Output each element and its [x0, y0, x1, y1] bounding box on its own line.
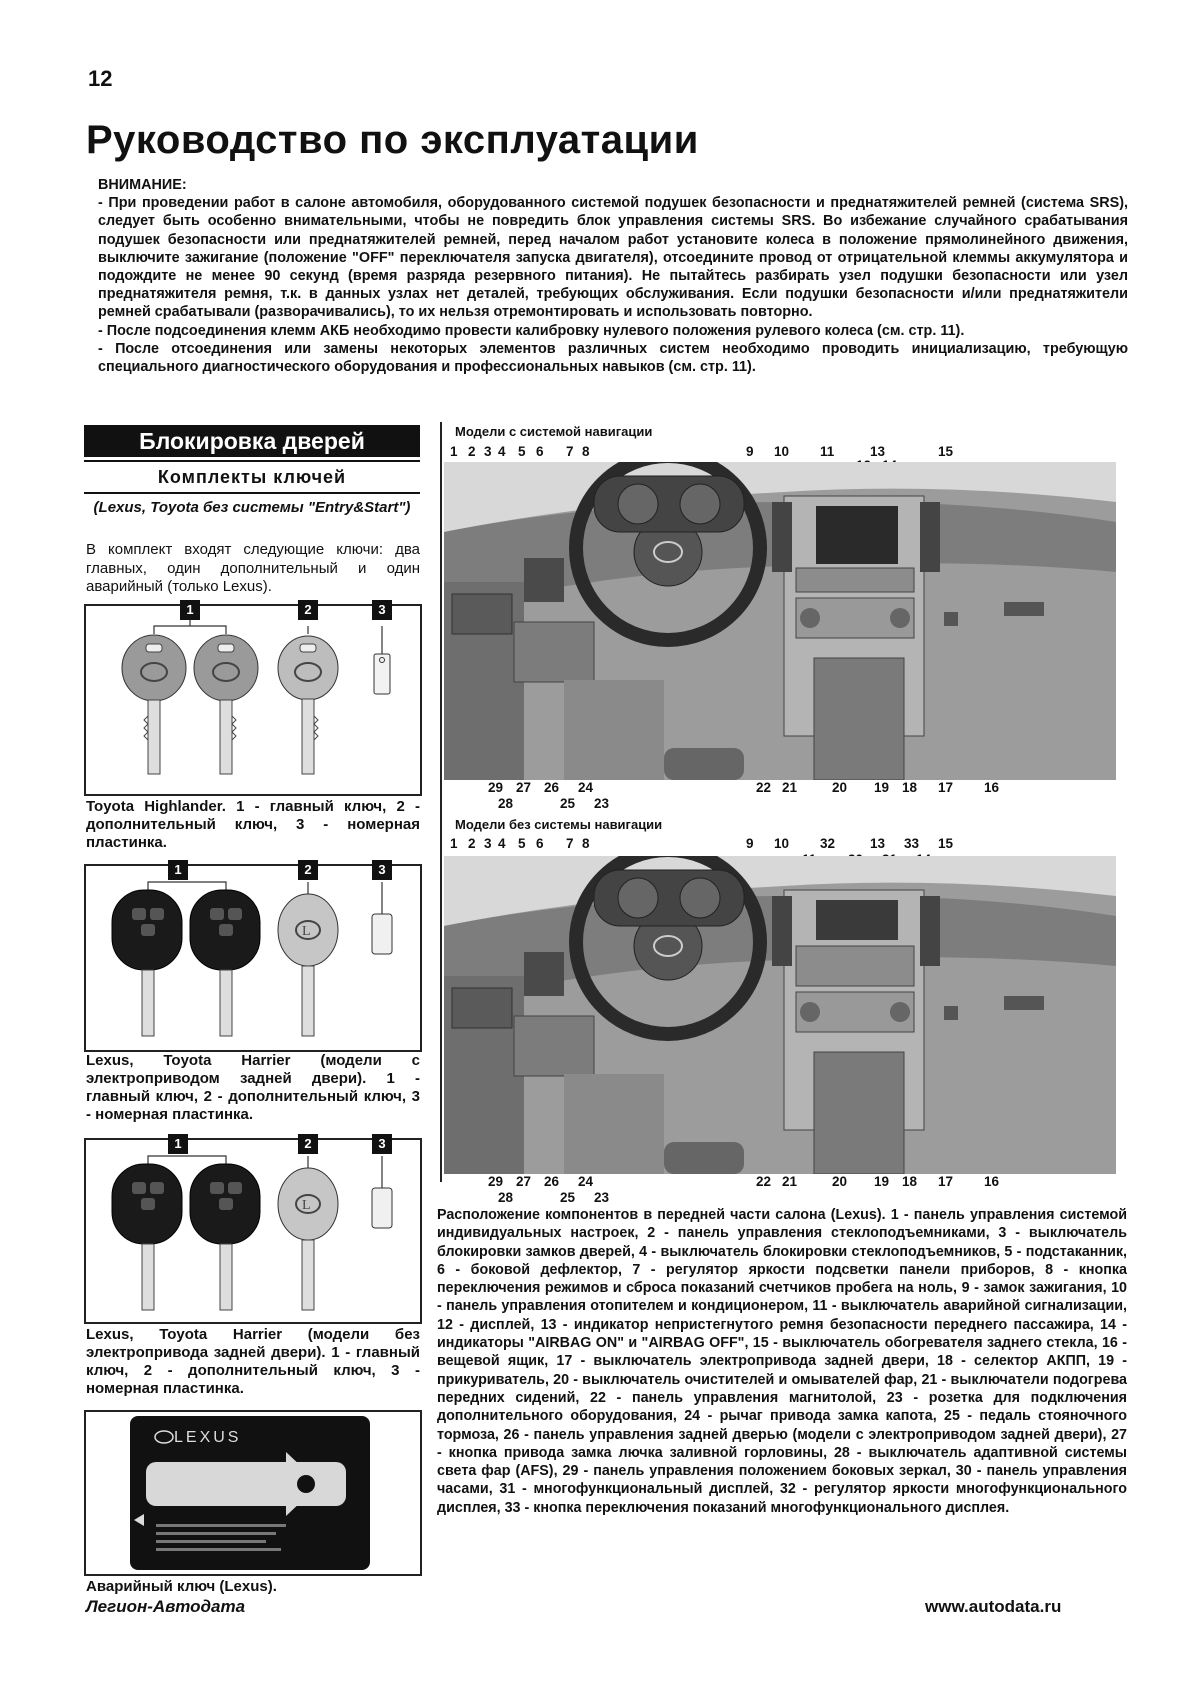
callout: 32: [820, 836, 836, 851]
key-badge: 2: [298, 860, 318, 880]
diagram-1-top-callouts: [440, 444, 1120, 464]
callout: 19: [874, 780, 890, 795]
callout: 2: [468, 444, 476, 459]
callout: 1: [450, 836, 458, 851]
warning-item: - При проведении работ в салоне автомобиля, оборудованного системой подушек безопасности и преднатяжителей ремней (система SRS), следует быть особенно внимательными, чтобы не повредить блок управления системы SRS. Во избежание случайного срабатывания подушек безопасности или преднатяжителей ремней, перед началом работ установите колеса в положение прямолинейного движения, выключите зажигание (положение "OFF" переключателя запуска двигателя), отсоедините провод от отрицательной клеммы аккумулятора и подождите не менее 90 секунд (время разряда резервного питания). Не пытайтесь разбирать узел подушки безопасности или узел преднатяжителя ремня, т.к. в данных узлах нет деталей, требующих обслуживания. Если подушки безопасности и/или преднатяжители ремней срабатывали (разворачивались), то их нельзя отремонтировать и использовать повторно.: [98, 195, 1128, 321]
callout: 15: [938, 836, 954, 851]
callout: 15: [938, 444, 954, 459]
callout: 17: [938, 780, 954, 795]
dashboard-diagram-navigation: [444, 462, 1116, 780]
callout: 22: [756, 780, 772, 795]
callout: 21: [782, 780, 798, 795]
warning-item: - После подсоединения клемм АКБ необходимо провести калибровку нулевого положения рулевого колеса (см. стр. 11).: [98, 322, 965, 339]
lexus-card-logo: LEXUS: [174, 1429, 242, 1446]
section-subtitle: Комплекты ключей: [84, 460, 420, 494]
callout: 19: [874, 1174, 890, 1189]
callout: 11: [820, 444, 835, 459]
section-note: (Lexus, Toyota без системы "Entry&Start"): [93, 499, 411, 516]
key-badge: 1: [180, 600, 200, 620]
callout: 23: [594, 1190, 610, 1205]
callout: 24: [578, 780, 594, 795]
callout: 1: [450, 444, 458, 459]
key-badge: 1: [168, 1134, 188, 1154]
callout: 25: [560, 1190, 576, 1205]
callout: 9: [746, 444, 754, 459]
lexus-keys-illustration: [86, 866, 420, 1050]
key-badge: 1: [168, 860, 188, 880]
key-badge: 2: [298, 600, 318, 620]
callout: 28: [498, 796, 514, 811]
callout: 10: [774, 836, 790, 851]
key-badge: 2: [298, 1134, 318, 1154]
callout: 7: [566, 444, 574, 459]
page-number: 12: [88, 66, 113, 91]
callout: 6: [536, 836, 544, 851]
callout: 24: [578, 1174, 594, 1189]
section-title: Блокировка дверей: [84, 425, 420, 457]
footer-publisher: Легион-Автодата: [86, 1597, 246, 1616]
callout: 18: [902, 1174, 918, 1189]
key-badge: 3: [372, 600, 392, 620]
key-figure-3-caption: Lexus, Toyota Harrier (модели без электропривода задней двери). 1 - главный ключ, 2 - дополнительный ключ, 3 - номерная пластинка.: [86, 1326, 420, 1397]
dashboard-diagram-no-navigation: [444, 856, 1116, 1174]
callout: 7: [566, 836, 574, 851]
callout: 5: [518, 444, 526, 459]
key-figure-2-caption: Lexus, Toyota Harrier (модели с электроприводом задней двери). 1 - главный ключ, 2 - дополнительный ключ, 3 - номерная пластинка.: [86, 1052, 420, 1123]
key-figure-1-caption: Toyota Highlander. 1 - главный ключ, 2 - дополнительный ключ, 3 - номерная пластинка.: [86, 798, 420, 851]
callout: 21: [782, 1174, 798, 1189]
diagram-1-bottom-callouts: [440, 780, 1120, 816]
callout: 27: [516, 780, 532, 795]
callout: 4: [498, 836, 506, 851]
callout: 29: [488, 1174, 504, 1189]
diagram-1-label: Модели с системой навигации: [455, 424, 653, 439]
key-badge: 3: [372, 860, 392, 880]
section-intro: В комплект входят следующие ключи: два главных, один дополнительный и один аварийный (только Lexus).: [86, 541, 420, 595]
callout: 23: [594, 796, 610, 811]
key-figure-2: [84, 864, 422, 1052]
emergency-key-card-illustration: [86, 1412, 420, 1574]
key-figure-3: [84, 1138, 422, 1324]
warning-heading: ВНИМАНИЕ:: [98, 177, 187, 193]
svg-text:L: L: [302, 924, 311, 939]
callout: 26: [544, 1174, 560, 1189]
key-figure-1: [84, 604, 422, 796]
callout: 8: [582, 444, 590, 459]
callout: 6: [536, 444, 544, 459]
callout: 4: [498, 444, 506, 459]
callout: 5: [518, 836, 526, 851]
callout: 16: [984, 1174, 1000, 1189]
svg-text:L: L: [302, 1198, 311, 1213]
callout: 3: [484, 444, 492, 459]
callout: 13: [870, 444, 886, 459]
warning-block: [98, 176, 1128, 376]
toyota-keys-illustration: [86, 606, 420, 794]
callout: 10: [774, 444, 790, 459]
diagram-caption: Расположение компонентов в передней части салона (Lexus). 1 - панель управления системой индивидуальных настроек, 2 - панель управления стеклоподъемниками, 3 - выключатель блокировки замков дверей, 4 - выключатель блокировки стеклоподъемников, 5 - подстаканник, 6 - боковой дефлектор, 7 - регулятор яркости подсветки панели приборов, 8 - кнопка переключения режимов и сброса показаний счетчиков пробега на ноль, 9 - замок зажигания, 10 - панель управления отопителем и кондиционером, 11 - выключатель аварийной сигнализации, 12 - дисплей, 13 - индикатор непристегнутого ремня безопасности переднего пассажира, 14 - индикаторы "AIRBAG ON" и "AIRBAG OFF", 15 - выключатель обогревателя заднего стекла, 16 - вещевой ящик, 17 - выключатель электропривода задней двери, 18 - селектор АКПП, 19 - прикуриватель, 20 - выключатель очистителей и омывателей фар, 21 - выключатели подогрева передних сидений, 22 - панель управления магнитолой, 23 - розетка для подключения дополнительного оборудования, 24 - рычаг привода замка капота, 25 - педаль стояночного тормоза, 26 - панель управления задней дверью (модели с электроприводом задней двери), 27 - кнопка привода замка лючка заливной горловины, 28 - выключатель адаптивной системы света фар (AFS), 29 - панель управления положением боковых зеркал, 30 - панель управления часами, 31 - многофункциональный дисплей, 32 - регулятор яркости многофункционального дисплея, 33 - кнопка переключения показаний многофункционального дисплея.: [437, 1207, 1127, 1516]
callout: 29: [488, 780, 504, 795]
footer-website[interactable]: www.autodata.ru: [925, 1597, 1062, 1616]
page-title: Руководство по эксплуатации: [86, 118, 699, 162]
callout: 22: [756, 1174, 772, 1189]
key-badge: 3: [372, 1134, 392, 1154]
callout: 26: [544, 780, 560, 795]
callout: 16: [984, 780, 1000, 795]
callout: 17: [938, 1174, 954, 1189]
callout: 25: [560, 796, 576, 811]
callout: 33: [904, 836, 920, 851]
emergency-key-caption: Аварийный ключ (Lexus).: [86, 1578, 277, 1595]
callout: 27: [516, 1174, 532, 1189]
emergency-key-figure: [84, 1410, 422, 1576]
callout: 28: [498, 1190, 514, 1205]
warning-item: - После отсоединения или замены некоторых элементов различных систем необходимо проводить инициализацию, требующую специального диагностического оборудования и профессиональных навыков (см. стр. 11).: [98, 340, 1128, 376]
callout: 18: [902, 780, 918, 795]
callout: 20: [832, 780, 848, 795]
callout: 20: [832, 1174, 848, 1189]
callout: 2: [468, 836, 476, 851]
diagram-2-label: Модели без системы навигации: [455, 817, 663, 832]
callout: 13: [870, 836, 886, 851]
callout: 8: [582, 836, 590, 851]
callout: 9: [746, 836, 754, 851]
callout: 3: [484, 836, 492, 851]
lexus-keys-illustration: [86, 1140, 420, 1322]
diagram-2-bottom-callouts: [440, 1174, 1120, 1210]
